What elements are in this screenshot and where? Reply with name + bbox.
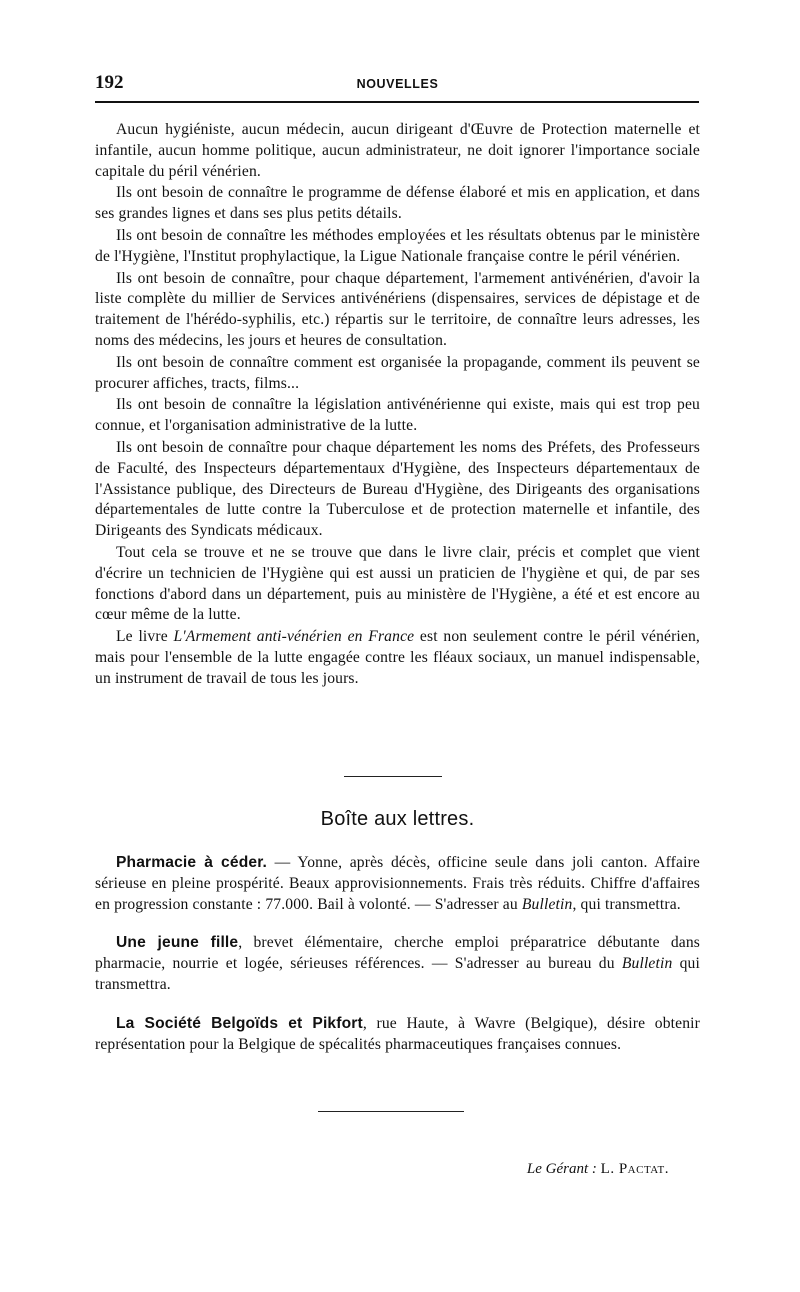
ad-1-closing: , qui transmettra.	[572, 895, 681, 913]
paragraph-9	[95, 627, 700, 689]
page-header	[95, 70, 700, 96]
paragraph-3: Ils ont besoin de connaître les méthodes employées et les résultats obtenus par le ministère de l'Hygiène, l'Institut prophylactique, la Ligue Nationale française contre le péril vénérien.	[95, 226, 700, 265]
signature	[527, 1161, 669, 1178]
ad-1-text: — Yonne, après décès, officine seule dans joli canton. Affaire sérieuse en pleine prospérité. Beaux approvisionnements. Frais très réduits. Chiffre d'affaires en progression constante : 77.000. Bail à volonté. — S'adresser au	[95, 854, 700, 913]
paragraph-5: Ils ont besoin de connaître comment est organisée la propagande, comment ils peuvent se procurer affiches, tracts, films...	[95, 353, 700, 392]
paragraph-9-start: Le livre	[116, 628, 174, 646]
paragraph-2: Ils ont besoin de connaître le programme de défense élaboré et mis en application, et dans ses grandes lignes et dans ses plus petits détails.	[95, 184, 700, 223]
ad-representation	[95, 1014, 700, 1056]
classified-ads	[95, 853, 700, 1073]
signature-name: L. Pactat.	[600, 1161, 669, 1177]
paragraph-6: Ils ont besoin de connaître la législation antivénérienne qui existe, mais qui est trop peu connue, et l'organisation administrative de la lutte.	[95, 396, 700, 435]
paragraph-4: Ils ont besoin de connaître, pour chaque département, l'armement antivénérien, d'avoir la liste complète du millier de Services antivénériens (dispensaires, services de dépistage et de traitement de l'hérédo-syphilis, etc.) répartis sur le territoire, de connaître leurs adresses, les noms des médecins, les jours et heures de consultation.	[95, 269, 700, 349]
ad-2-heading: Une jeune fille	[116, 934, 239, 952]
paragraph-7: Ils ont besoin de connaître pour chaque département les noms des Préfets, des Professeurs de Faculté, des Inspecteurs départementaux d'Hygiène, des Inspecteurs départementaux de l'Assistance publique, des Directeurs de Bureau d'Hygiène, des Dirigeants des organisations départementales de lutte contre la Tuberculose et de protection maternelle et infantile, des Dirigeants des Syndicats médicaux.	[95, 438, 700, 540]
ad-2-text: , brevet élémentaire, cherche emploi préparatrice débutante dans pharmacie, nourrie et logée, sérieuses références. — S'adresser au bureau du	[95, 934, 701, 973]
ad-2-closing: qui transmettra.	[95, 955, 700, 993]
section-title: Boîte aux lettres.	[320, 808, 475, 830]
page-number: 192	[95, 72, 124, 93]
header-rule	[95, 101, 699, 103]
paragraph-9-end: est non seulement contre le péril vénérien, mais pour l'ensemble de la lutte engagée contre les fléaux sociaux, un manuel indispensable, un instrument de travail de tous les jours.	[95, 628, 700, 687]
ad-job-seeker	[95, 933, 700, 995]
book-title: L'Armement anti-vénérien en France	[173, 628, 415, 646]
ad-1-bulletin: Bulletin	[521, 895, 573, 913]
signature-role: Le Gérant :	[526, 1161, 597, 1177]
ad-3-heading: La Société Belgoïds et Pikfort	[116, 1014, 363, 1032]
ad-2-bulletin: Bulletin	[621, 955, 673, 973]
article-body	[95, 120, 700, 691]
ad-pharmacy-sale	[95, 853, 700, 915]
paragraph-8: Tout cela se trouve et ne se trouve que dans le livre clair, précis et complet que vient d'écrire un technicien de l'Hygiène qui est aussi un praticien de l'hygiène et qui, de par ses fonctions d'abord dans un département, puis au ministère de l'Hygiène, a été et est encore au cœur même de la lutte.	[95, 543, 700, 624]
running-title: NOUVELLES	[356, 77, 439, 91]
end-divider	[318, 1111, 464, 1112]
paragraph-1: Aucun hygiéniste, aucun médecin, aucun dirigeant d'Œuvre de Protection maternelle et infantile, aucun homme politique, aucun administrateur, ne doit ignorer l'importance sociale capitale du péril vénérien.	[95, 121, 700, 180]
ad-1-heading: Pharmacie à céder.	[116, 854, 268, 871]
section-divider	[344, 776, 442, 777]
ad-3-text: , rue Haute, à Wavre (Belgique), désire obtenir représentation pour la Belgique de spécalités pharmaceutiques françaises connues.	[95, 1014, 700, 1053]
